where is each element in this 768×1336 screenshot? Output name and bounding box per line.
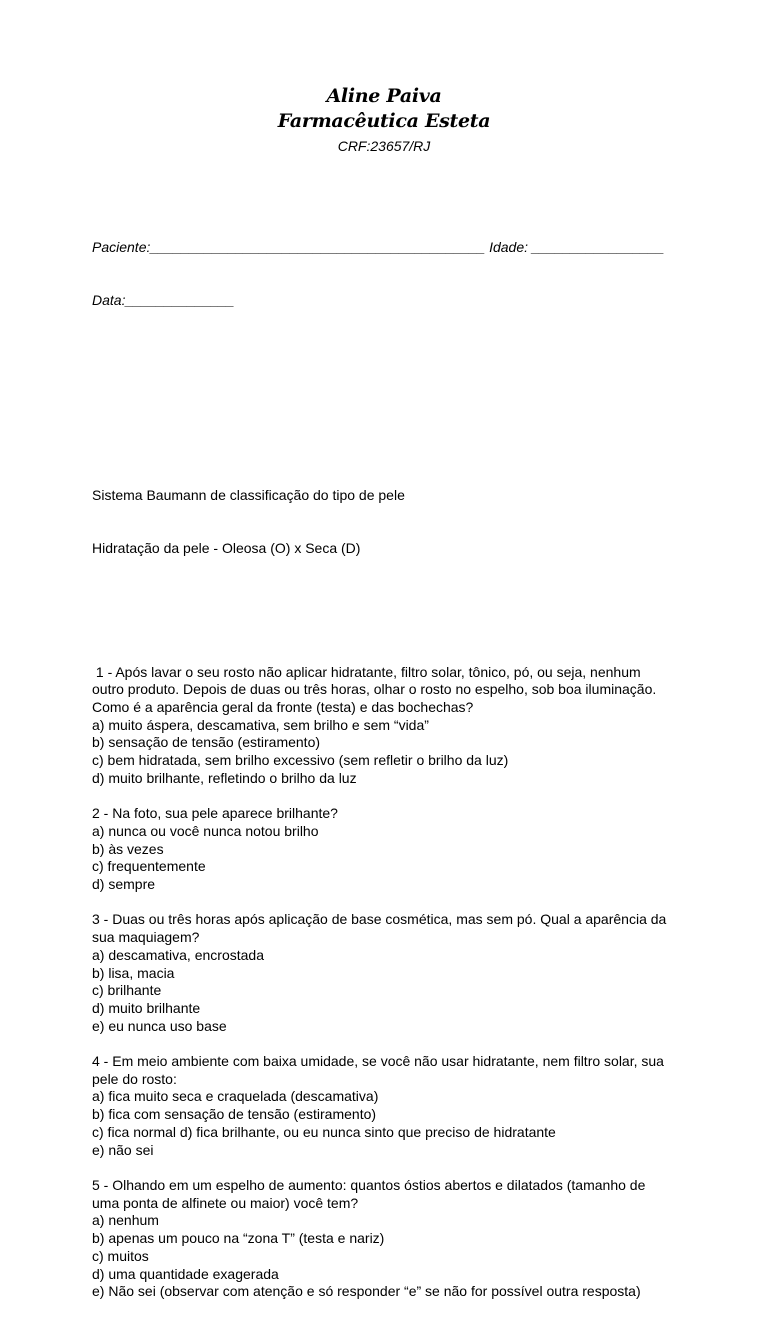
date-field: Data:______________ — [92, 291, 235, 308]
answer-option: b) sensação de tensão (estiramento) — [92, 734, 321, 751]
answer-option: c) muitos — [92, 1247, 149, 1264]
answer-option: e) Não sei (observar com atenção e só responder “e” se não for possível outra resposta) — [92, 1283, 641, 1300]
answer-option: c) bem hidratada, sem brilho excessivo (sem refletir o brilho da luz) — [92, 752, 509, 769]
answer-option: b) lisa, macia — [92, 964, 175, 981]
answer-option: b) às vezes — [92, 840, 164, 857]
answer-option: b) fica com sensação de tensão (estiramento) — [92, 1106, 377, 1123]
answer-option: d) sempre — [92, 876, 156, 893]
answer-option: e) não sei — [92, 1141, 154, 1158]
questions-list — [92, 646, 692, 1301]
answer-option: a) nunca ou você nunca notou brilho — [92, 822, 319, 839]
intro — [92, 451, 692, 593]
question-text: 4 - Em meio ambiente com baixa umidade, se você não usar hidratante, nem filtro solar, sua — [92, 1053, 664, 1070]
answer-option: e) eu nunca uso base — [92, 1017, 227, 1034]
answer-option: b) apenas um pouco na “zona T” (testa e nariz) — [92, 1230, 385, 1247]
answer-option: d) muito brilhante, refletindo o brilho da luz — [92, 769, 357, 786]
question-4 — [92, 1053, 692, 1159]
questionnaire-body — [92, 168, 692, 1336]
intro-line-2: Hidratação da pele - Oleosa (O) x Seca (D) — [92, 539, 361, 556]
question-text: 2 - Na foto, sua pele aparece brilhante? — [92, 805, 338, 822]
professional-name: Aline Paiva — [326, 85, 442, 107]
crf-registration: CRF:23657/RJ — [337, 138, 431, 154]
question-text: outro produto. Depois de duas ou três horas, olhar o rosto no espelho, sob boa iluminação. — [92, 681, 657, 698]
answer-option: c) fica normal d) fica brilhante, ou eu nunca sinto que preciso de hidratante — [92, 1123, 556, 1140]
answer-option: a) fica muito seca e craquelada (descamativa) — [92, 1088, 379, 1105]
intro-line-1: Sistema Baumann de classificação do tipo de pele — [92, 486, 405, 503]
question-5 — [92, 1177, 692, 1301]
answer-option: a) muito áspera, descamativa, sem brilho e sem “vida” — [92, 716, 429, 733]
question-text: sua maquiagem? — [92, 929, 200, 946]
question-text: uma ponta de alfinete ou maior) você tem? — [92, 1194, 359, 1211]
answer-option: d) uma quantidade exagerada — [92, 1265, 279, 1282]
answer-option: a) nenhum — [92, 1212, 159, 1229]
question-2 — [92, 805, 692, 894]
answer-option: a) descamativa, encrostada — [92, 946, 264, 963]
patient-name-age-field: Paciente:___________________________________________ Idade: _________________ — [92, 238, 665, 255]
professional-title: Farmacêutica Esteta — [277, 110, 491, 132]
question-text: 3 - Duas ou três horas após aplicação de base cosmética, mas sem pó. Qual a aparência da — [92, 911, 667, 928]
answer-option: c) brilhante — [92, 982, 162, 999]
question-text: Como é a aparência geral da fronte (testa) e das bochechas? — [92, 699, 474, 716]
patient-fields — [92, 203, 692, 345]
letterhead — [0, 84, 768, 156]
question-3 — [92, 911, 692, 1035]
question-text: 5 - Olhando em um espelho de aumento: quantos óstios abertos e dilatados (tamanho de — [92, 1176, 646, 1193]
answer-option: c) frequentemente — [92, 858, 206, 875]
question-1 — [92, 664, 692, 788]
question-text: 1 - Após lavar o seu rosto não aplicar hidratante, filtro solar, tônico, pó, ou seja, nenhum — [92, 663, 641, 680]
question-text: pele do rosto: — [92, 1070, 177, 1087]
answer-option: d) muito brilhante — [92, 999, 201, 1016]
